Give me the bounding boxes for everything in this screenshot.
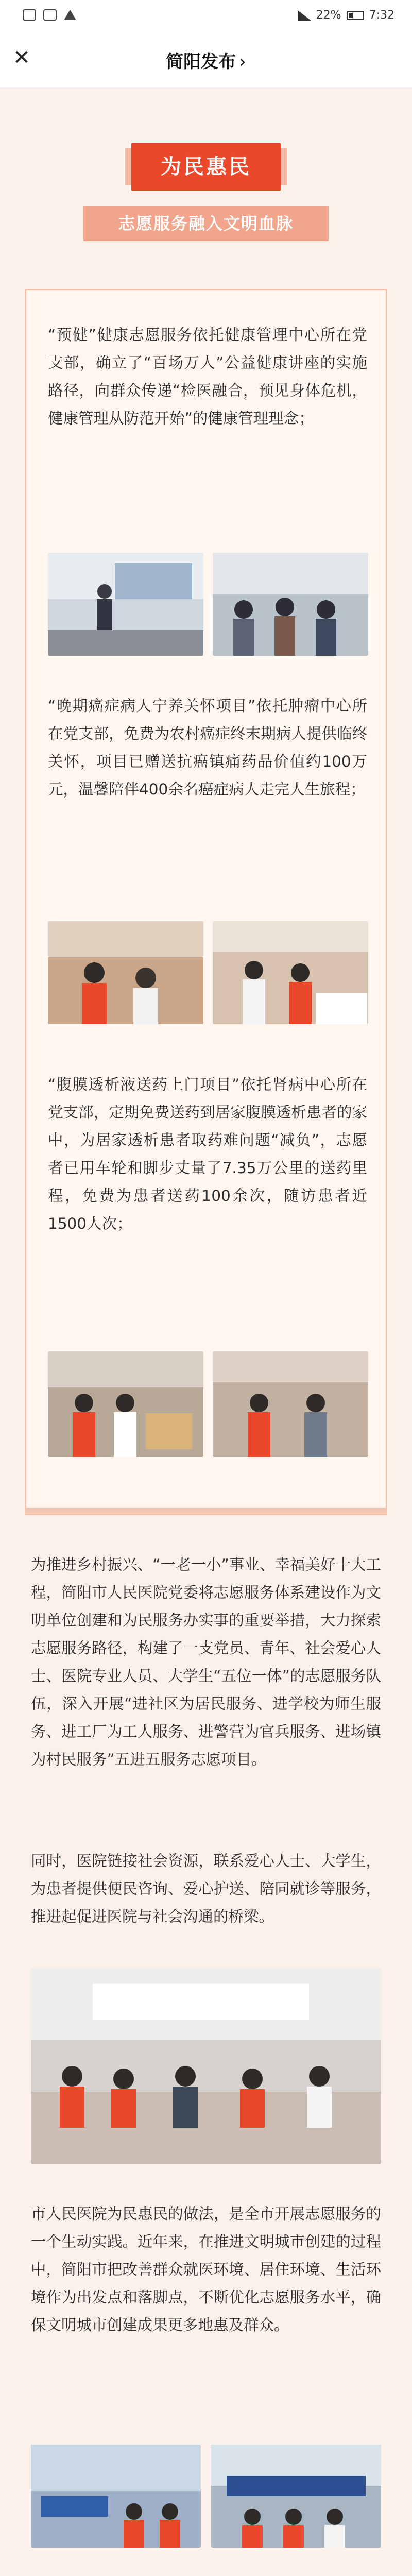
clock: 7:32 <box>369 9 394 22</box>
notification-icon <box>43 9 57 21</box>
projects-card <box>25 289 387 1510</box>
status-right <box>298 9 394 22</box>
status-bar <box>0 0 412 32</box>
battery-percent: 22% <box>316 9 341 22</box>
photo-health-lecture <box>48 553 203 656</box>
nav-bar <box>0 32 412 88</box>
status-left-icons <box>23 9 76 21</box>
photo-outdoor-event <box>211 2445 381 2548</box>
notification-icon <box>23 9 36 21</box>
project-paragraph-1: “预健”健康志愿服务依托健康管理中心所在党支部，确立了“百场万人”公益健康讲座的实施路径，向群众传递“检医融合，预见身体危机，健康管理从防范开始”的健康管理理念； <box>48 326 367 427</box>
chevron-right-icon[interactable]: › <box>239 52 246 72</box>
body-paragraph-2: 同时，医院链接社会资源，联系爱心人士、大学生，为患者提供便民咨询、爱心护送、陪同就诊等服务，推进起促进医院与社会沟通的桥梁。 <box>31 1852 381 1925</box>
photo-community-service <box>31 2445 201 2548</box>
body-paragraph-1: 为推进乡村振兴、“一老一小”事业、幸福美好十大工程，简阳市人民医院党委将志愿服务体系建设作为文明单位创建和为民服务办实事的重要举措，大力探索志愿服务路径，构建了一支党员、青年、社会爱心人士、医院专业人员、大学生“五位一体”的志愿服务队伍，深入开展“进社区为居民服务、进学校为师生服务、进工厂为工人服务、进警营为官兵服务、进场镇为村民服务”五进五服务志愿项目。 <box>31 1556 381 1768</box>
signal-icon <box>298 10 311 21</box>
photo-patient-visit <box>213 921 368 1024</box>
body-paragraph-3: 市人民医院为民惠民的做法，是全市开展志愿服务的一个生动实践。近年来，在推进文明城市创建的过程中，简阳市把改善群众就医环境、居住环境、生活环境作为出发点和落脚点，不断优化志愿服务水平，确保文明城市创建成果更多地惠及群众。 <box>31 2205 381 2334</box>
photo-medicine-delivery <box>48 1351 203 1457</box>
photo-home-visit <box>213 1351 368 1457</box>
section-title: 为民惠民 <box>131 143 281 191</box>
project-paragraph-3: “腹膜透析液送药上门项目”依托肾病中心所在党支部，定期免费送药到居家腹膜透析患者的家中，为居家透析患者取药难问题“减负”，志愿者已用车轮和脚步丈量了7.35万公里的送药里程，免费为患者送药100余次，随访患者近1500人次； <box>48 1076 367 1232</box>
project-paragraph-2: “晚期癌症病人宁养关怀项目”依托肿瘤中心所在党支部，免费为农村癌症终末期病人提供临终关怀，项目已赠送抗癌镇痛药品价值约100万元，温馨陪伴400余名癌症病人走完人生旅程； <box>48 697 367 798</box>
battery-icon <box>347 11 364 20</box>
photo-volunteer-meeting <box>31 1968 381 2164</box>
close-icon[interactable]: ✕ <box>13 46 30 70</box>
account-name[interactable]: 简阳发布 <box>166 52 236 72</box>
section-subtitle: 志愿服务融入文明血脉 <box>83 206 329 241</box>
notification-icon <box>64 10 76 20</box>
account-title[interactable] <box>0 47 412 73</box>
photo-hospice-care <box>48 921 203 1024</box>
photo-audience <box>213 553 368 656</box>
